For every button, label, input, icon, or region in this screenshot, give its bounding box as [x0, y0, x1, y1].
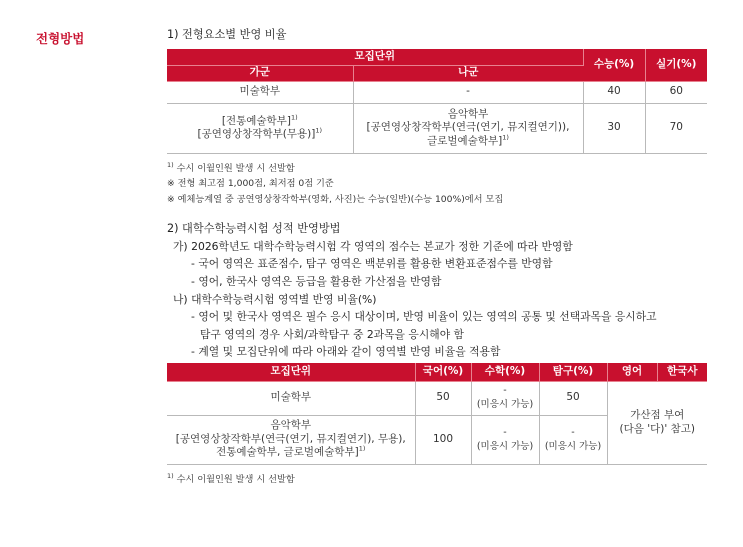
section-side-title: 전형방법 [36, 31, 85, 46]
cell-line: 음악학부 [270, 419, 312, 432]
header-korean-history: 한국사 [657, 363, 707, 381]
cell-silgi: 70 [645, 103, 707, 153]
footnote-mark: 1) [167, 471, 174, 480]
note-text: 수시 이월인원 발생 시 선발함 [176, 473, 295, 485]
footnote-mark: 1) [502, 133, 509, 142]
header-suneung: 수능(%) [583, 49, 645, 81]
section1-title: 1) 전형요소별 반영 비율 [167, 28, 287, 41]
method-ga-line: 가) 2026학년도 대학수학능력시험 각 영역의 점수는 본교가 정한 기준에 따라 반영함 [173, 239, 573, 253]
cell-inquiry [539, 415, 607, 464]
table-row [167, 103, 707, 153]
cell-bonus [607, 381, 707, 464]
header-ga-group: 가군 [167, 65, 353, 81]
cell-suneung: 30 [583, 103, 645, 153]
cell-not-applied: (미응시 가능) [476, 440, 534, 452]
footnote-mark: 1) [290, 113, 298, 121]
cell-na [353, 103, 583, 153]
header-recruit-unit: 모집단위 [167, 363, 415, 381]
method-na-sub-cont: 탐구 영역의 경우 사회/과학탐구 중 2과목을 응시해야 함 [200, 327, 464, 341]
header-inquiry: 탐구(%) [539, 363, 607, 381]
cell-line: [공연영상창작학부(연극(연기, 뮤지컬연기), 무용), [175, 432, 406, 445]
cell-unit [167, 415, 415, 464]
bonus-line: 가산점 부여 [630, 409, 685, 422]
cell-line: 글로벌예술학부] [427, 134, 503, 147]
cell-suneung: 40 [583, 81, 645, 103]
footnote-mark: 1) [315, 126, 322, 135]
cell-inquiry: 50 [539, 381, 607, 415]
cell-line: 음악학부 [447, 107, 489, 120]
table-row [167, 381, 707, 415]
area-ratio-table [167, 363, 707, 465]
cell-ga [167, 103, 353, 153]
cell-unit: 미술학부 [167, 381, 415, 415]
header-korean: 국어(%) [415, 363, 471, 381]
ratio-table [167, 49, 707, 154]
method-na-sub: - 계열 및 모집단위에 따라 아래와 같이 영역별 반영 비율을 적용함 [191, 345, 501, 359]
cell-line: [공연영상창작학부(연극(연기, 뮤지컬연기)), [366, 121, 570, 134]
cell-na: - [353, 81, 583, 103]
cell-line: [전통예술학부] [221, 114, 291, 127]
method-na-sub: - 영어 및 한국사 영역은 필수 응시 대상이며, 반영 비율이 있는 영역의 공통 및 선택과목을 응시하고 [191, 310, 657, 324]
cell-korean: 50 [415, 381, 471, 415]
cell-dash: - [503, 385, 507, 397]
content-area [167, 27, 707, 487]
header-recruit-unit: 모집단위 [167, 49, 583, 65]
footnote [167, 472, 707, 488]
note-text: 수시 이월인원 발생 시 선발함 [176, 162, 295, 174]
header-silgi: 실기(%) [645, 49, 707, 81]
cell-dash: - [503, 426, 507, 438]
cell-korean: 100 [415, 415, 471, 464]
cell-math [471, 381, 539, 415]
header-english: 영어 [607, 363, 657, 381]
method-ga-sub: - 영어, 한국사 영역은 등급을 활용한 가산점을 반영함 [191, 275, 442, 289]
cell-line: 전통예술학부, 글로벌예술학부] [216, 446, 359, 459]
header-na-group: 나군 [353, 65, 583, 81]
table-row [167, 81, 707, 103]
cell-not-applied: (미응시 가능) [476, 399, 534, 411]
method-ga-sub: - 국어 영역은 표준점수, 탐구 영역은 백분위를 활용한 변환표준점수를 반영함 [191, 257, 553, 271]
method-na-line: 나) 대학수학능력시험 영역별 반영 비율(%) [173, 292, 377, 306]
cell-math [471, 415, 539, 464]
section2-title: 2) 대학수학능력시험 성적 반영방법 [167, 221, 341, 235]
note-text: ※ 전형 최고점 1,000점, 최저점 0점 기준 [167, 178, 334, 190]
note-text: ※ 예체능계열 중 공연영상창작학부(영화, 사진)는 수능(일반)(수능 100%)에서 모집 [167, 194, 504, 206]
footnote-mark: 1) [358, 444, 366, 453]
cell-ga: 미술학부 [167, 81, 353, 103]
cell-dash: - [571, 426, 575, 438]
notes-block [167, 161, 707, 208]
footnote-mark: 1) [167, 160, 174, 169]
method-block [167, 238, 707, 361]
cell-silgi: 60 [645, 81, 707, 103]
cell-line: [공연영상창작학부(무용)] [197, 128, 316, 140]
header-math: 수학(%) [471, 363, 539, 381]
cell-not-applied: (미응시 가능) [544, 440, 602, 452]
bonus-line: (다음 '다)' 참고) [619, 422, 695, 435]
